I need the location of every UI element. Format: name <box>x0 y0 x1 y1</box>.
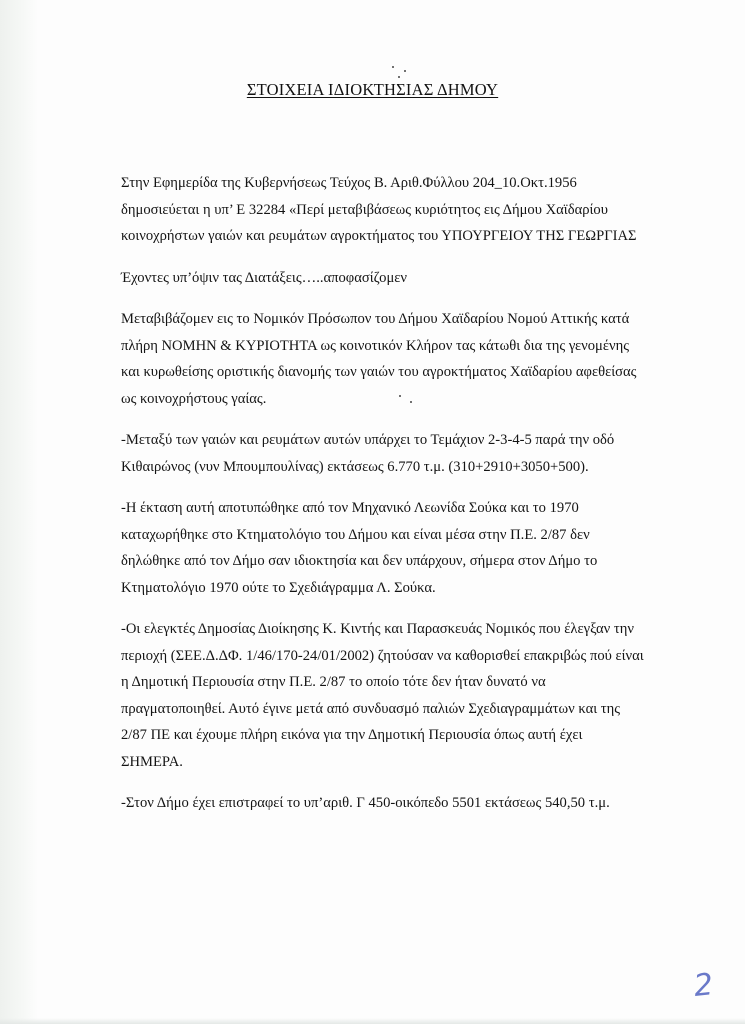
text-line: πλήρη ΝΟΜΗΝ & ΚΥΡΙΟΤΗΤΑ ως κοινοτικόν Κλήρον τας κάτωθι δια της γενομένης <box>121 337 630 354</box>
paragraph-inspectors <box>121 616 681 775</box>
document-title-text: ΣΤΟΙΧΕΙΑ ΙΔΙΟΚΤΗΣΙΑΣ ΔΗΜΟΥ <box>246 80 499 99</box>
text-line: η Δημοτική Περιουσία στην Π.Ε. 2/87 το οποίο τότε δεν ήταν δυνατό να <box>121 674 546 690</box>
text-line: ΣΗΜΕΡΑ. <box>121 753 183 770</box>
text-line: -Μεταξύ των γαιών και ρευμάτων αυτών υπάρχει το Τεμάχιον 2-3-4-5 παρά την οδό <box>121 432 615 448</box>
document-body <box>121 170 681 832</box>
text-line: 2/87 ΠΕ και έχουμε πλήρη εικόνα για την Δημοτική Περιουσία όπως αυτή έχει <box>121 727 583 743</box>
text-line: κοινοχρήστων γαιών και ρευμάτων αγροκτήματος του ΥΠΟΥΡΓΕΙΟΥ ΤΗΣ ΓΕΩΡΓΙΑΣ <box>121 228 637 244</box>
paragraph-provisions <box>121 265 681 292</box>
text-line: Έχοντες υπ’όψιν τας Διατάξεις…..αποφασίζομεν <box>121 269 408 286</box>
text-line: -Στον Δήμο έχει επιστραφεί το υπ’αριθ. Γ 450-οικόπεδο 5501 εκτάσεως 540,50 τ.μ. <box>121 795 610 811</box>
text-line: και κυρωθείσης οριστικής διανομής των γαιών του αγροκτήματος Χαϊδαρίου αφεθείσας <box>121 364 637 380</box>
text-line: δημοσιεύεται η υπ’ Ε 32284 «Περί μεταβιβάσεως κυριότητος εις Δήμου Χαϊδαρίου <box>121 201 608 218</box>
scan-left-shadow <box>0 0 38 1024</box>
paragraph-transfer <box>121 306 681 412</box>
text-line: περιοχή (ΣΕΕ.Δ.ΔΦ. 1/46/170-24/01/2002) ζητούσαν να καθορισθεί επακριβώς πού είναι <box>121 647 644 664</box>
paragraph-survey <box>121 495 681 601</box>
text-line: Κιθαιρώνος (νυν Μπουμπουλίνας) εκτάσεως 6.770 τ.μ. (310+2910+3050+500). <box>121 458 589 475</box>
paragraph-gazette <box>121 170 681 250</box>
scan-speck <box>398 76 400 78</box>
text-line: δηλώθηκε από τον Δήμο σαν ιδιοκτησία και δεν υπάρχουν, σήμερα στον Δήμο το <box>121 553 598 569</box>
text-line: ως κοινοχρήστους γαίας. <box>121 390 267 407</box>
text-line: -Οι ελεγκτές Δημοσίας Διοίκησης Κ. Κιντής και Παρασκευάς Νομικός που έλεγξαν την <box>121 621 635 637</box>
document-title <box>0 80 745 100</box>
text-line: -Η έκταση αυτή αποτυπώθηκε από τον Μηχανικό Λεωνίδα Σούκα και το 1970 <box>121 500 579 516</box>
text-line: Στην Εφημερίδα της Κυβερνήσεως Τεύχος Β. Αριθ.Φύλλου 204_10.Οκτ.1956 <box>121 175 577 191</box>
text-line: καταχωρήθηκε στο Κτηματολόγιο του Δήμου και είναι μέσα στην Π.Ε. 2/87 δεν <box>121 526 590 543</box>
scan-speck <box>392 66 394 68</box>
text-line: Μεταβιβάζομεν εις το Νομικόν Πρόσωπον του Δήμου Χαϊδαρίου Νομού Αττικής κατά <box>121 311 630 327</box>
paragraph-returned <box>121 790 681 817</box>
scan-bottom-edge <box>0 1018 745 1024</box>
text-line: πραγματοποιηθεί. Αυτό έγινε μετά από συνδυασμό παλιών Σχεδιαγραμμάτων και της <box>121 700 621 717</box>
handwritten-page-number: 2 <box>692 967 715 1004</box>
paragraph-parcel <box>121 427 681 480</box>
text-line: Κτηματολόγιο 1970 ούτε το Σχεδιάγραμμα Λ. Σούκα. <box>121 579 436 596</box>
scan-speck <box>404 70 406 72</box>
